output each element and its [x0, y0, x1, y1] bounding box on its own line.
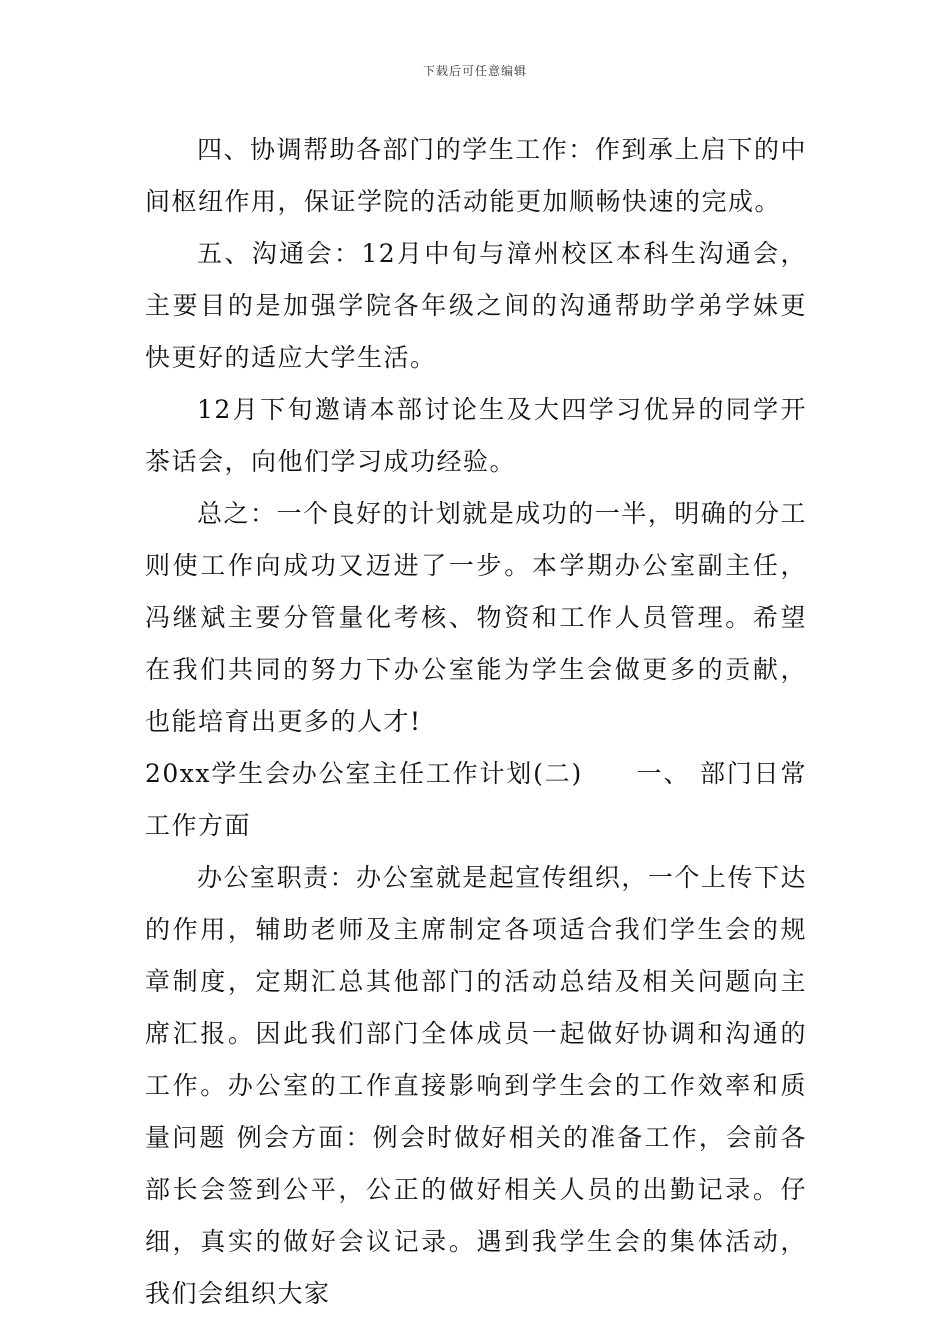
paragraph-summary: 总之：一个良好的计划就是成功的一半，明确的分工则使工作向成功又迈进了一步。本学期办公室副主任，冯继斌主要分管量化考核、物资和工作人员管理。希望在我们共同的努力下办公室能为学生会做更多的贡献，也能培育出更多的人才!	[145, 499, 807, 736]
paragraph-communication-meeting: 五、沟通会：12月中旬与漳州校区本科生沟通会，主要目的是加强学院各年级之间的沟通帮助学弟学妹更快更好的适应大学生活。	[145, 239, 807, 372]
document-body	[145, 124, 807, 1320]
section-heading: 20xx学生会办公室主任工作计划(二) 一、 部门日常工作方面	[145, 759, 807, 840]
paragraph-coordination: 四、协调帮助各部门的学生工作：作到承上启下的中间枢纽作用，保证学院的活动能更加顺畅快速的完成。	[145, 135, 807, 216]
paragraph-tea-party: 12月下旬邀请本部讨论生及大四学习优异的同学开茶话会，向他们学习成功经验。	[145, 395, 807, 476]
header-note: 下载后可任意编辑	[422, 64, 527, 78]
paragraph-office-duties: 办公室职责：办公室就是起宣传组织，一个上传下达的作用，辅助老师及主席制定各项适合我们学生会的规章制度，定期汇总其他部门的活动总结及相关问题向主席汇报。因此我们部门全体成员一起做好协调和沟通的工作。办公室的工作直接影响到学生会的工作效率和质量问题 例会方面：例会时做好相关的准备工作，会前各部长会签到公平，公正的做好相关人员的出勤记录。仔细，真实的做好会议记录。遇到我学生会的集体活动，我们会组织大家	[145, 863, 807, 1308]
